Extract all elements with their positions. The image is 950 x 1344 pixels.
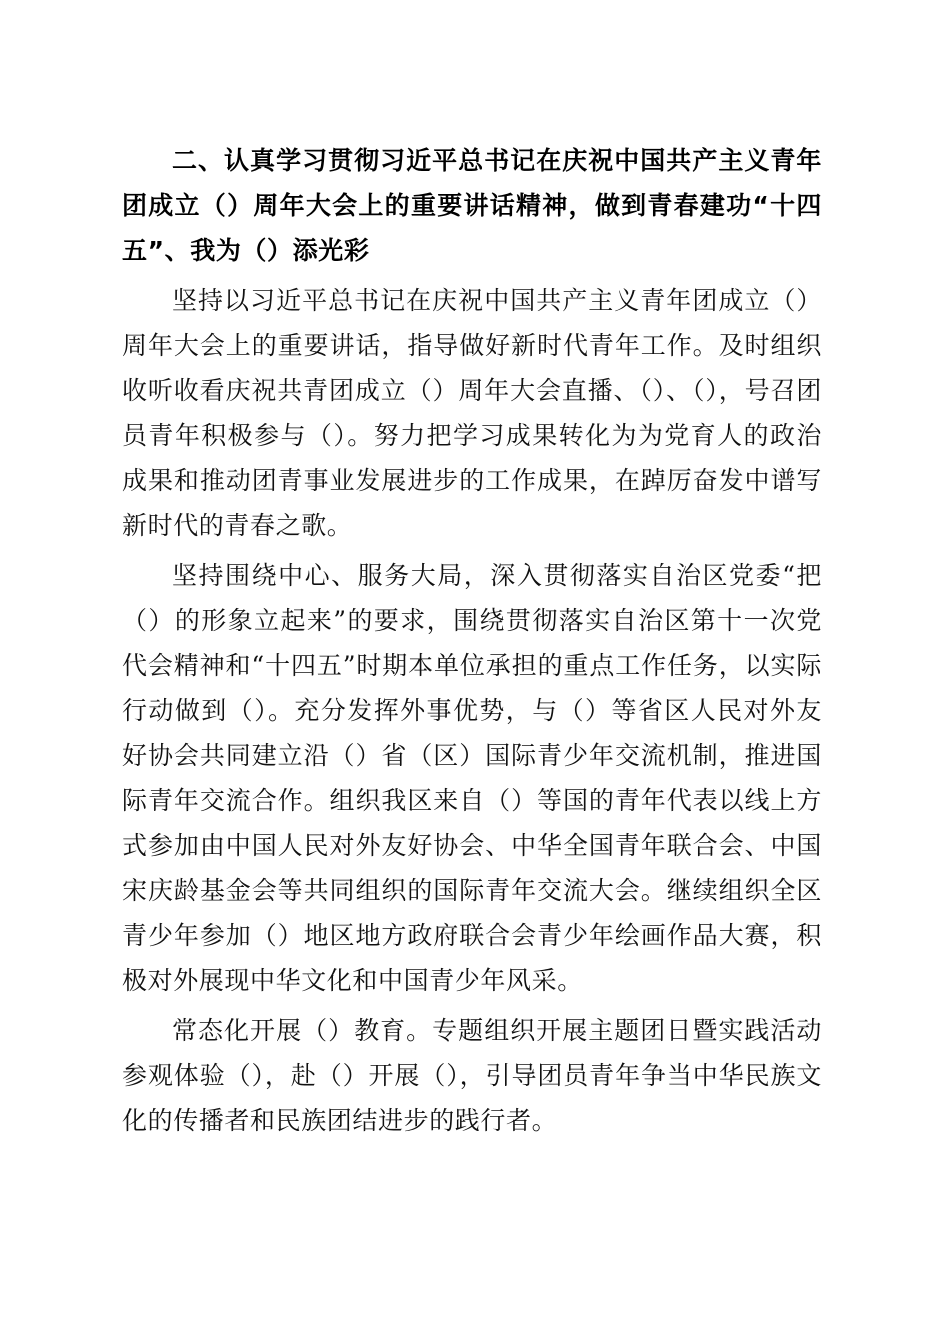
document-body — [122, 138, 822, 1148]
paragraph-study-speech: 坚持以习近平总书记在庆祝中国共产主义青年团成立（）周年大会上的重要讲话，指导做好新时代青年工作。及时组织收听收看庆祝共青团成立（）周年大会直播、（）、（），号召团员青年积极参与（）。努力把学习成果转化为为党育人的政治成果和推动团青事业发展进步的工作成果，在踔厉奋发中谱写新时代的青春之歌。 — [122, 286, 822, 540]
paragraph-serve-overall-situation: 坚持围绕中心、服务大局，深入贯彻落实自治区党委“把（）的形象立起来”的要求，围绕贯彻落实自治区第十一次党代会精神和“十四五”时期本单位承担的重点工作任务，以实际行动做到（）。充分发挥外事优势，与（）等省区人民对外友好协会共同建立沿（）省（区）国际青少年交流机制，推进国际青年交流合作。组织我区来自（）等国的青年代表以线上方式参加由中国人民对外友好协会、中华全国青年联合会、中国宋庆龄基金会等共同组织的国际青年交流大会。继续组织全区青少年参加（）地区地方政府联合会青少年绘画作品大赛，积极对外展现中华文化和中国青少年风采。 — [122, 561, 822, 995]
paragraph-regular-education: 常态化开展（）教育。专题组织开展主题团日暨实践活动参观体验（），赴（）开展（），引导团员青年争当中华民族文化的传播者和民族团结进步的践行者。 — [122, 1016, 822, 1135]
section-heading: 二、认真学习贯彻习近平总书记在庆祝中国共产主义青年团成立（）周年大会上的重要讲话精神，做到青春建功“十四五”、我为（）添光彩 — [122, 146, 822, 265]
